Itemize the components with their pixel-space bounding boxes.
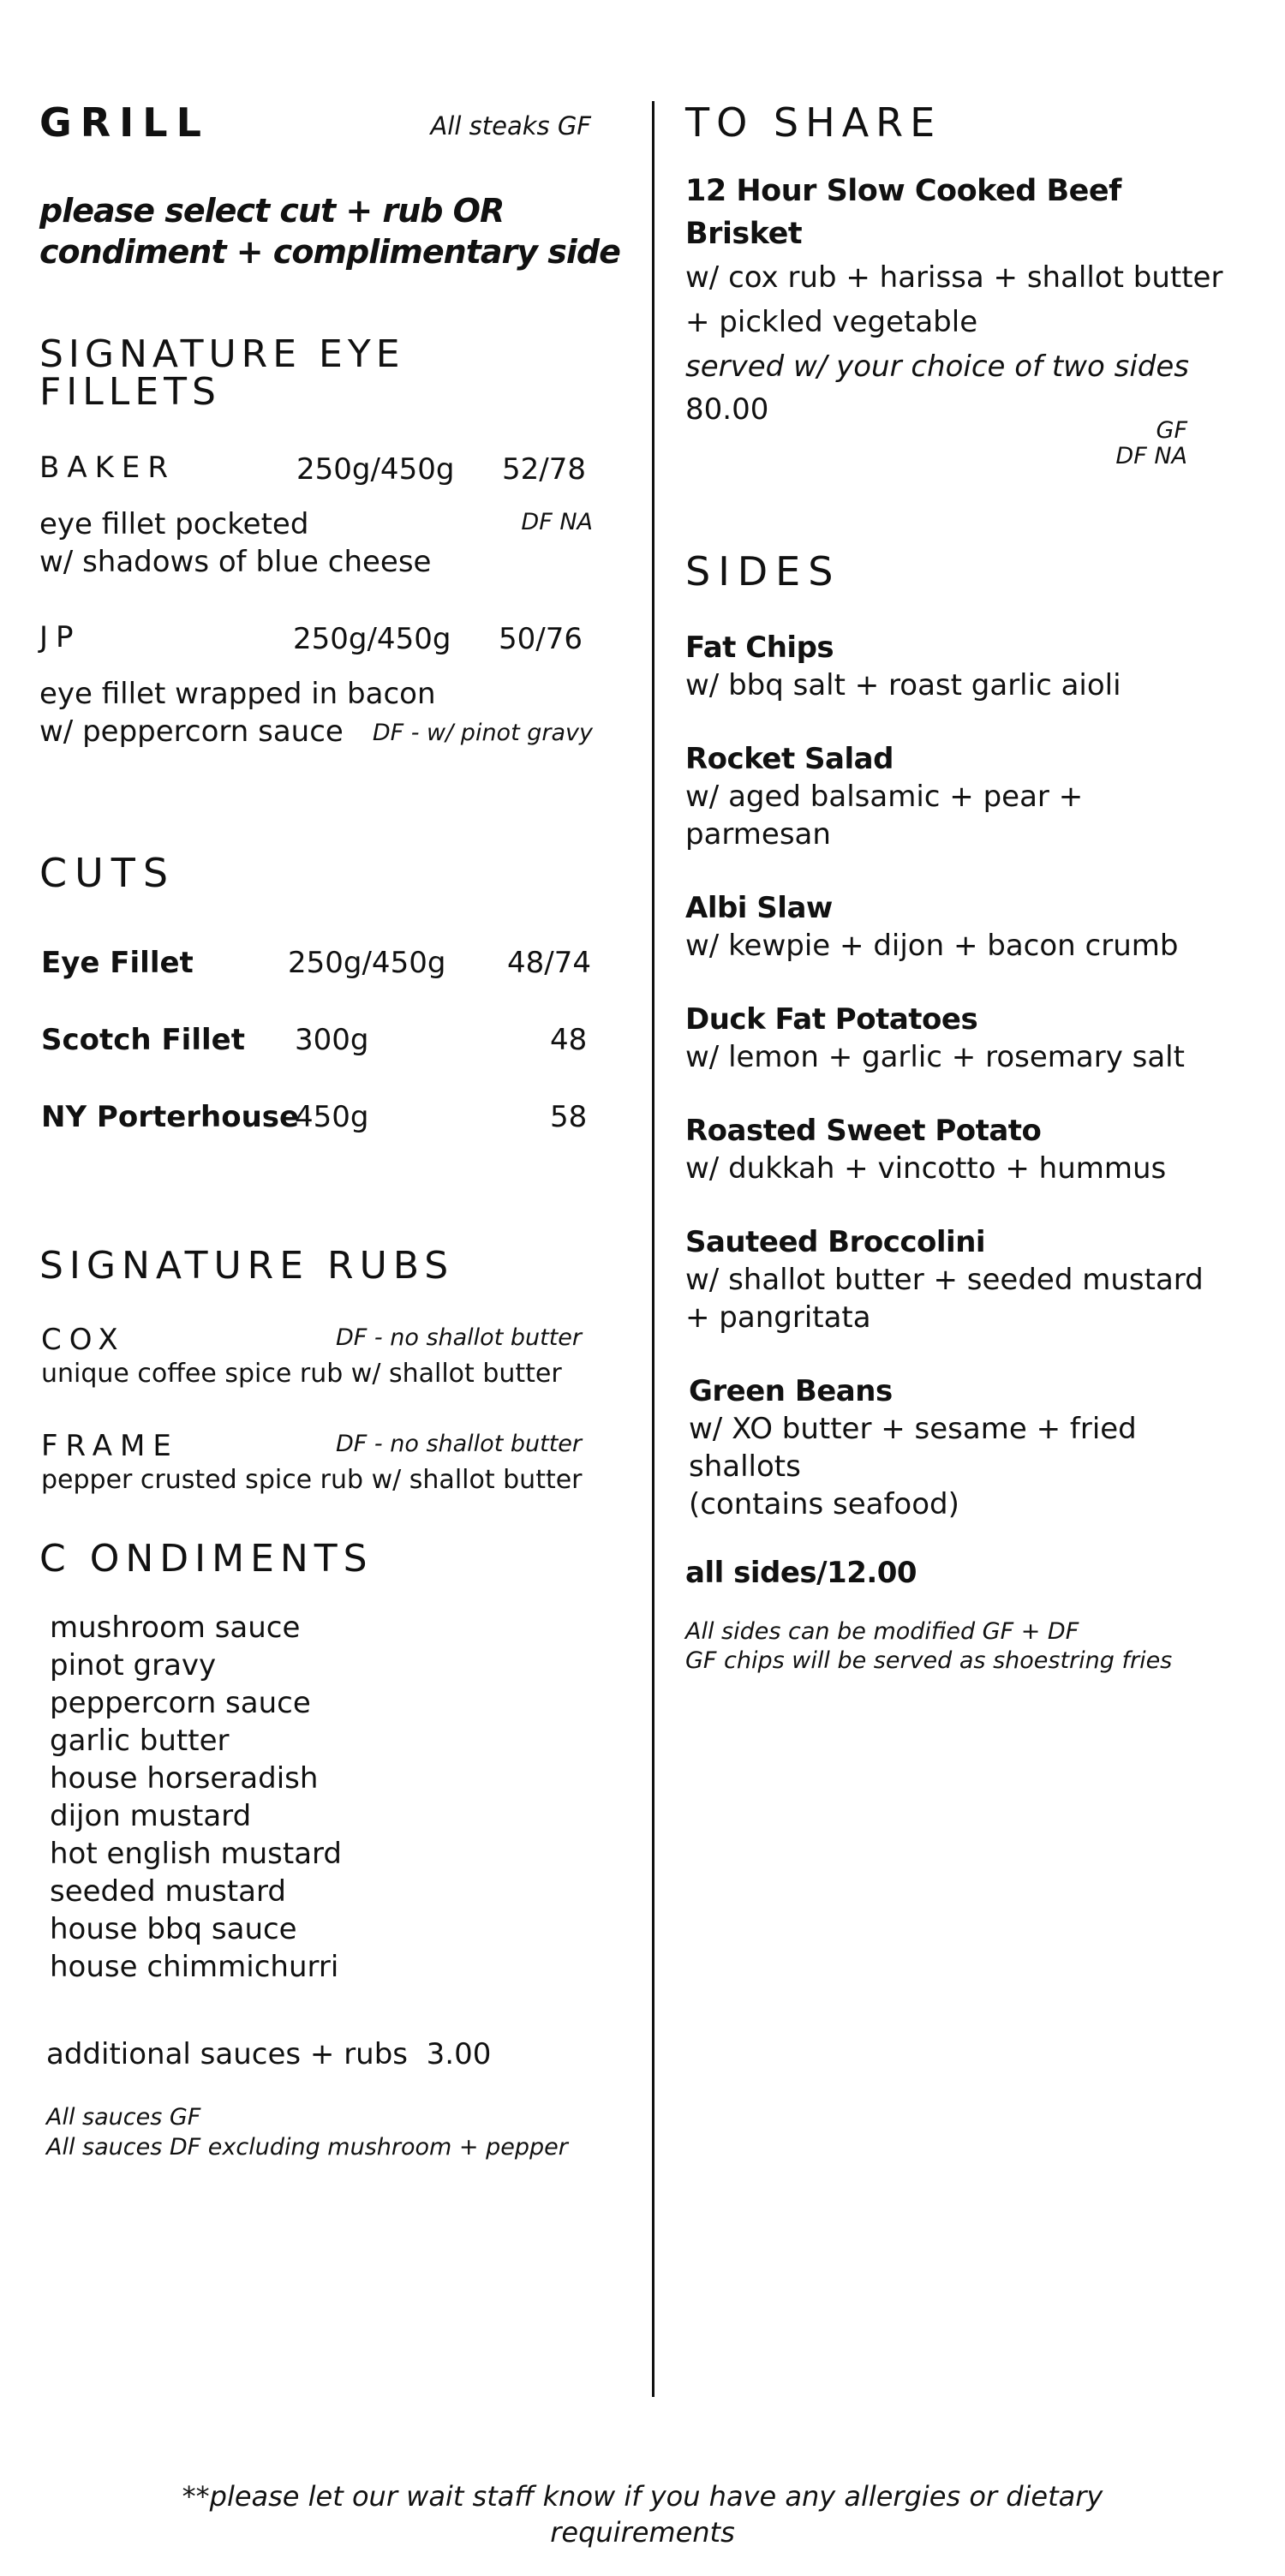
cut-price: 48/74	[507, 946, 591, 980]
column-divider	[652, 101, 654, 2397]
sauces-notes	[46, 2102, 588, 2162]
share-item-served: served w/ your choice of two sides	[685, 350, 1189, 384]
share-item-desc-line1: w/ cox rub + harissa + shallot butter	[685, 260, 1223, 295]
grill-note: All steaks GF	[430, 111, 591, 140]
side-name: Fat Chips	[685, 631, 834, 665]
rub-item-cox	[39, 1323, 588, 1357]
side-desc: + pangritata	[685, 1300, 871, 1335]
side-desc: w/ shallot butter + seeded mustard	[685, 1263, 1204, 1297]
cut-weight: 250g/450g	[288, 946, 446, 980]
item-weight: 250g/450g	[293, 622, 451, 656]
cut-row	[39, 944, 591, 982]
dietary-tag: DF - no shallot butter	[336, 1324, 582, 1351]
list-item: house bbq sauce	[50, 1912, 297, 1946]
rub-description: pepper crusted spice rub w/ shallot butter	[41, 1465, 583, 1495]
side-item	[685, 1001, 1234, 1076]
signature-eye-fillets-heading: SIGNATURE EYE FILLETS	[39, 332, 405, 414]
list-item: peppercorn sauce	[50, 1686, 311, 1720]
side-desc: w/ bbq salt + roast garlic aioli	[685, 668, 1121, 702]
side-desc: w/ dukkah + vincotto + hummus	[685, 1151, 1167, 1186]
footer-line2: requirements	[550, 2516, 735, 2549]
side-name: Rocket Salad	[685, 742, 894, 776]
share-item-price: 80.00	[685, 392, 769, 427]
item-desc-line2: w/ peppercorn sauce	[39, 714, 344, 749]
condiments-list	[50, 1609, 588, 1986]
cut-row	[39, 1021, 588, 1059]
dietary-tag: DF NA	[521, 509, 593, 535]
rub-name: FRAME	[41, 1429, 179, 1463]
sides-notes	[685, 1617, 1234, 1676]
cut-price: 48	[550, 1023, 588, 1057]
share-item-desc-line2: + pickled vegetable	[685, 305, 978, 339]
side-item	[685, 889, 1234, 965]
side-desc: w/ kewpie + dijon + bacon crumb	[685, 929, 1179, 963]
item-desc-line1: eye fillet pocketed	[39, 507, 309, 541]
side-item	[685, 629, 1234, 704]
baker-description	[39, 505, 593, 581]
grill-header	[39, 99, 591, 151]
dietary-tag: DF - w/ pinot gravy	[372, 720, 593, 746]
list-item: house chimmichurri	[50, 1950, 339, 1984]
select-note: please select cut + rub OR condiment + complimentary side	[39, 192, 620, 271]
sides-price: all sides/12.00	[685, 1556, 917, 1590]
footer-line1: **please let our wait staff know if you have any allergies or dietary	[182, 2480, 1103, 2513]
side-name: Sauteed Broccolini	[685, 1225, 986, 1259]
menu-item-baker	[39, 451, 588, 488]
cut-name: NY Porterhouse	[41, 1100, 300, 1134]
side-desc: w/ lemon + garlic + rosemary salt	[685, 1040, 1185, 1074]
dietary-tag: DF - no shallot butter	[336, 1431, 582, 1457]
rub-name: COX	[41, 1323, 126, 1357]
item-weight: 250g/450g	[296, 452, 455, 487]
side-desc: w/ aged balsamic + pear + parmesan	[685, 780, 1084, 852]
rub-item-frame	[39, 1429, 588, 1463]
cut-name: Scotch Fillet	[41, 1023, 245, 1057]
to-share-heading: TO SHARE	[685, 99, 942, 146]
sauces-note-df: All sauces DF excluding mushroom + pepper	[46, 2134, 568, 2161]
side-name: Green Beans	[689, 1374, 893, 1408]
rub-description: unique coffee spice rub w/ shallot butter	[41, 1359, 562, 1389]
item-price: 50/76	[499, 622, 583, 656]
side-desc: w/ XO butter + sesame + fried shallots	[689, 1412, 1137, 1484]
to-share-item	[685, 170, 1234, 469]
jp-description	[39, 675, 593, 750]
side-item	[685, 740, 1234, 853]
additional-sauces: additional sauces + rubs 3.00	[46, 2037, 492, 2071]
sides-list	[685, 629, 1234, 1523]
side-desc: (contains seafood)	[689, 1487, 959, 1521]
cut-row	[39, 1098, 588, 1136]
side-item	[685, 1112, 1234, 1187]
item-price: 52/78	[502, 452, 586, 487]
dietary-tag-df: DF NA	[1115, 443, 1187, 469]
sides-heading: SIDES	[685, 548, 841, 595]
item-desc-line2: w/ shadows of blue cheese	[39, 545, 432, 579]
right-column	[685, 99, 1234, 1676]
grill-heading: GRILL	[39, 99, 210, 146]
list-item: pinot gravy	[50, 1648, 217, 1682]
allergy-footer	[0, 2478, 1285, 2550]
list-item: dijon mustard	[50, 1799, 252, 1833]
list-item: mushroom sauce	[50, 1611, 301, 1645]
list-item: hot english mustard	[50, 1837, 343, 1871]
cut-name: Eye Fillet	[41, 946, 194, 980]
side-name: Albi Slaw	[685, 891, 833, 925]
menu-item-jp	[39, 620, 588, 658]
item-desc-line1: eye fillet wrapped in bacon	[39, 677, 436, 711]
cut-price: 58	[550, 1100, 588, 1134]
list-item: house horseradish	[50, 1761, 319, 1796]
sides-note-modify: All sides can be modified GF + DF	[685, 1618, 1079, 1645]
condiments-heading: C ONDIMENTS	[39, 1537, 374, 1581]
side-item	[689, 1372, 1234, 1523]
sides-note-chips: GF chips will be served as shoestring fries	[685, 1647, 1173, 1674]
side-name: Roasted Sweet Potato	[685, 1114, 1042, 1148]
sauces-note-gf: All sauces GF	[46, 2104, 201, 2131]
cut-weight: 300g	[295, 1023, 369, 1057]
side-name: Duck Fat Potatoes	[685, 1002, 978, 1037]
item-name: JP	[39, 620, 81, 654]
item-name: BAKER	[39, 451, 176, 485]
list-item: seeded mustard	[50, 1874, 286, 1909]
cuts-heading: CUTS	[39, 850, 176, 896]
dietary-tag-gf: GF	[1156, 417, 1187, 444]
left-column	[39, 99, 620, 2162]
side-item	[685, 1223, 1234, 1336]
cut-weight: 450g	[295, 1100, 369, 1134]
list-item: garlic butter	[50, 1724, 230, 1758]
share-item-name: 12 Hour Slow Cooked Beef Brisket	[685, 174, 1121, 251]
dietary-tags	[1115, 418, 1187, 469]
signature-rubs-heading: SIGNATURE RUBS	[39, 1244, 455, 1288]
